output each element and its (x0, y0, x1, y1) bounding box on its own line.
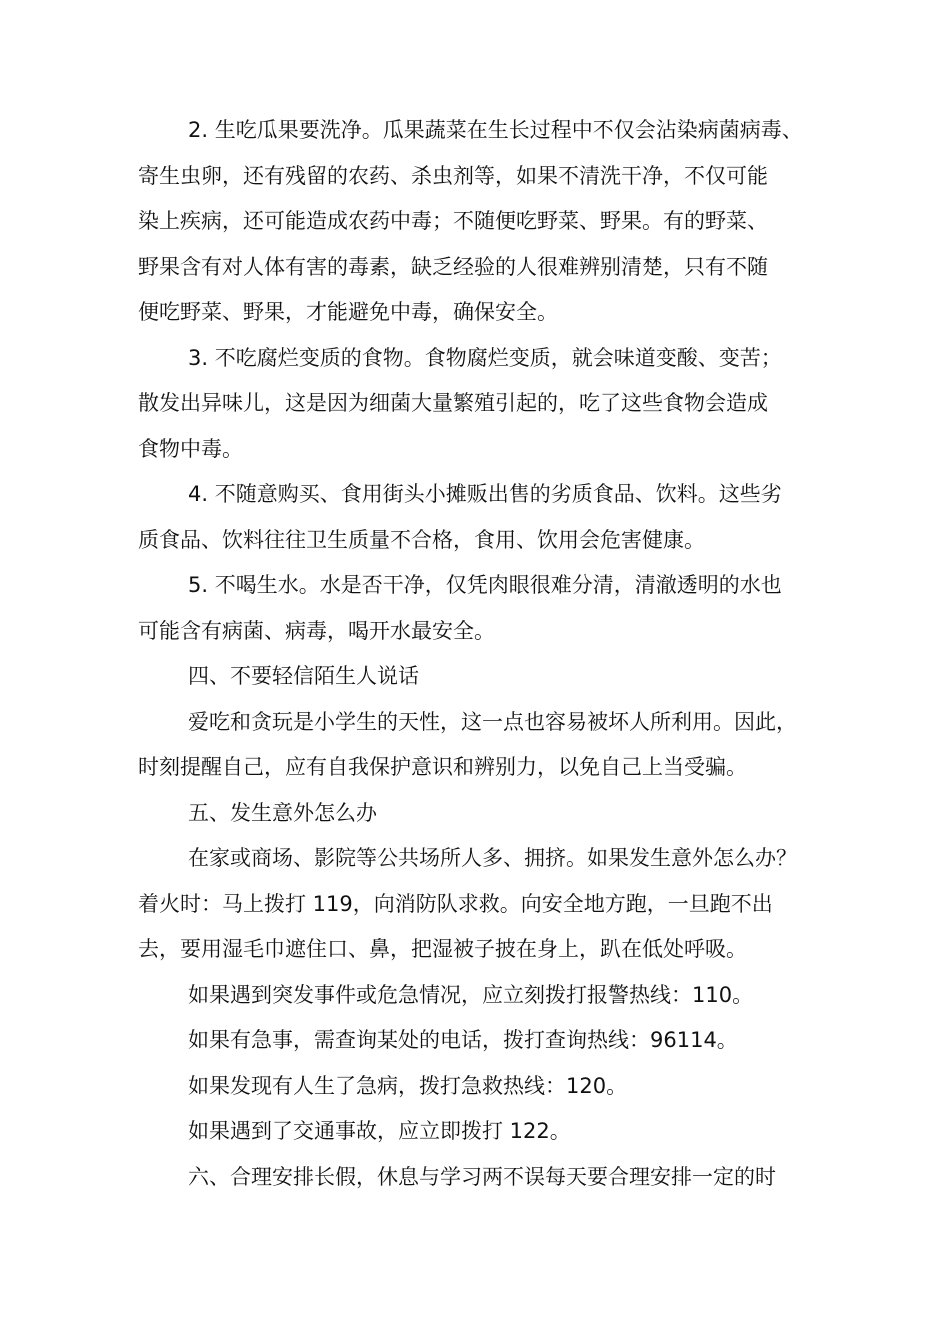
paragraph-2-line-3: 染上疾病，还可能造成农药中毒；不随便吃野菜、野果。有的野菜、 (138, 209, 768, 233)
paragraph-accident-line-2: 着火时：马上拨打 119，向消防队求救。向安全地方跑，一旦跑不出 (138, 891, 773, 916)
paragraph-3-line-1: 3. 不吃腐烂变质的食物。食物腐烂变质，就会味道变酸、变苦； (188, 345, 782, 370)
paragraph-5-line-1: 5. 不喝生水。水是否干净，仅凭肉眼很难分清，清澈透明的水也 (188, 573, 782, 597)
hotline-inquiry: 如果有急事，需查询某处的电话，拨打查询热线：96114。 (188, 1028, 738, 1052)
paragraph-2-line-4: 野果含有对人体有害的毒素，缺乏经验的人很难辨别清楚，只有不随 (138, 254, 768, 279)
paragraph-3-line-3: 食物中毒。 (138, 436, 243, 461)
paragraph-stranger-line-1: 爱吃和贪玩是小学生的天性，这一点也容易被坏人所利用。因此， (188, 709, 797, 734)
paragraph-2-line-1: 2. 生吃瓜果要洗净。瓜果蔬菜在生长过程中不仅会沾染病菌病毒、 (188, 118, 803, 142)
document-body (138, 108, 838, 1200)
section-heading-4: 四、不要轻信陌生人说话 (188, 664, 419, 688)
paragraph-5-line-2: 可能含有病菌、病毒，喝开水最安全。 (138, 618, 495, 643)
section-heading-6: 六、合理安排长假，休息与学习两不误每天要合理安排一定的时 (188, 1164, 776, 1189)
hotline-ambulance: 如果发现有人生了急病，拨打急救热线：120。 (188, 1073, 628, 1098)
paragraph-3-line-2: 散发出异味儿，这是因为细菌大量繁殖引起的，吃了这些食物会造成 (138, 391, 768, 415)
paragraph-accident-line-3: 去，要用湿毛巾遮住口、鼻，把湿被子披在身上，趴在低处呼吸。 (138, 937, 747, 961)
paragraph-stranger-line-2: 时刻提醒自己，应有自我保护意识和辨别力，以免自己上当受骗。 (138, 755, 747, 779)
paragraph-4-line-2: 质食品、饮料往往卫生质量不合格，食用、饮用会危害健康。 (138, 527, 705, 552)
paragraph-2-line-5: 便吃野菜、野果，才能避免中毒，确保安全。 (138, 300, 558, 324)
hotline-police: 如果遇到突发事件或危急情况，应立刻拨打报警热线：110。 (188, 982, 754, 1007)
paragraph-2-line-2: 寄生虫卵，还有残留的农药、杀虫剂等，如果不清洗干净，不仅可能 (138, 163, 768, 188)
paragraph-accident-line-1: 在家或商场、影院等公共场所人多、拥挤。如果发生意外怎么办？ (188, 846, 797, 870)
paragraph-4-line-1: 4. 不随意购买、食用街头小摊贩出售的劣质食品、饮料。这些劣 (188, 482, 782, 506)
section-heading-5: 五、发生意外怎么办 (188, 800, 377, 825)
hotline-traffic: 如果遇到了交通事故，应立即拨打 122。 (188, 1119, 571, 1143)
